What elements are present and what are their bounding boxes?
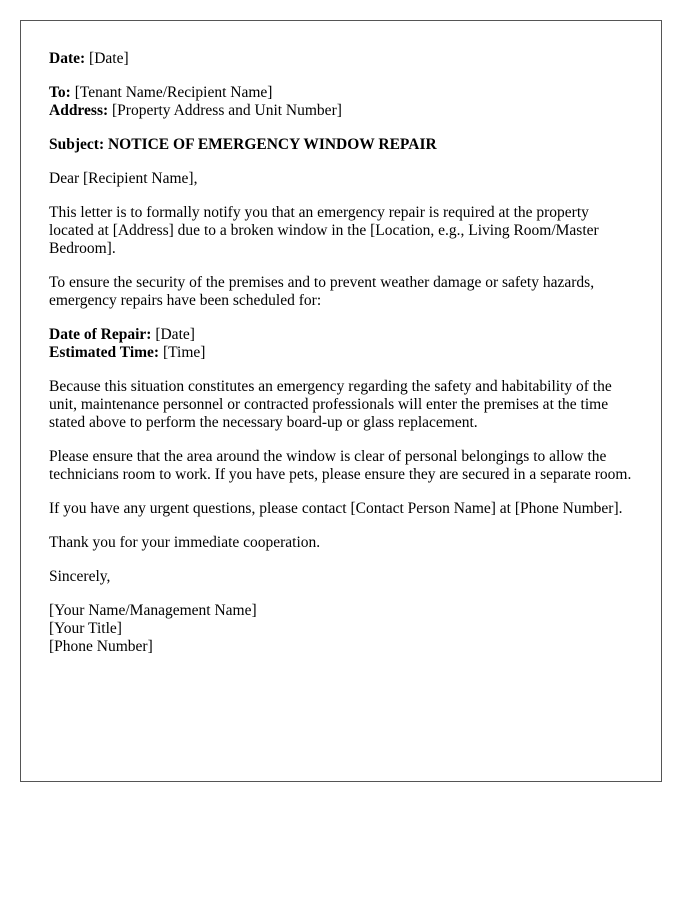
to-line (49, 84, 633, 102)
estimated-time-label: Estimated Time: (49, 344, 160, 361)
address-value: [Property Address and Unit Number] (112, 102, 342, 119)
paragraph-preparation: Please ensure that the area around the window is clear of personal belongings to allow the technicians room to work. If you have pets, please ensure they are secured in a separate room. (49, 448, 632, 483)
repair-date-label: Date of Repair: (49, 326, 152, 343)
subject-line (49, 136, 633, 154)
to-label: To: (49, 84, 71, 101)
paragraph-notice: This letter is to formally notify you that an emergency repair is required at the property located at [Address] due to a broken window in the [Location, e.g., Living Room/Master Bedroom]. (49, 204, 599, 257)
paragraph-schedule: To ensure the security of the premises and to prevent weather damage or safety hazards, emergency repairs have been scheduled for: (49, 274, 595, 309)
subject-label: Subject: (49, 136, 105, 153)
letter-document (20, 20, 662, 782)
date-line (49, 50, 633, 68)
signer-title: [Your Title] (49, 620, 122, 637)
salutation: Dear [Recipient Name], (49, 170, 198, 187)
subject-value: NOTICE OF EMERGENCY WINDOW REPAIR (107, 136, 437, 153)
paragraph-emergency-entry: Because this situation constitutes an emergency regarding the safety and habitability of the unit, maintenance personnel or contracted professionals will enter the premises at the time stated above to perform the necessary board-up or glass replacement. (49, 378, 612, 431)
to-value: [Tenant Name/Recipient Name] (74, 84, 273, 101)
address-line (49, 102, 633, 120)
estimated-time-value: [Time] (162, 344, 206, 361)
date-value: [Date] (89, 50, 129, 67)
signer-phone: [Phone Number] (49, 638, 153, 655)
repair-date-value: [Date] (155, 326, 195, 343)
recipient-block (49, 84, 633, 120)
repair-schedule-block (49, 326, 633, 362)
repair-date-line (49, 326, 633, 344)
date-label: Date: (49, 50, 86, 67)
signature-block (49, 602, 633, 656)
valediction: Sincerely, (49, 568, 111, 585)
signer-name: [Your Name/Management Name] (49, 602, 257, 619)
estimated-time-line (49, 344, 633, 362)
paragraph-contact: If you have any urgent questions, please contact [Contact Person Name] at [Phone Number]. (49, 500, 623, 517)
paragraph-thanks: Thank you for your immediate cooperation. (49, 534, 321, 551)
address-label: Address: (49, 102, 109, 119)
